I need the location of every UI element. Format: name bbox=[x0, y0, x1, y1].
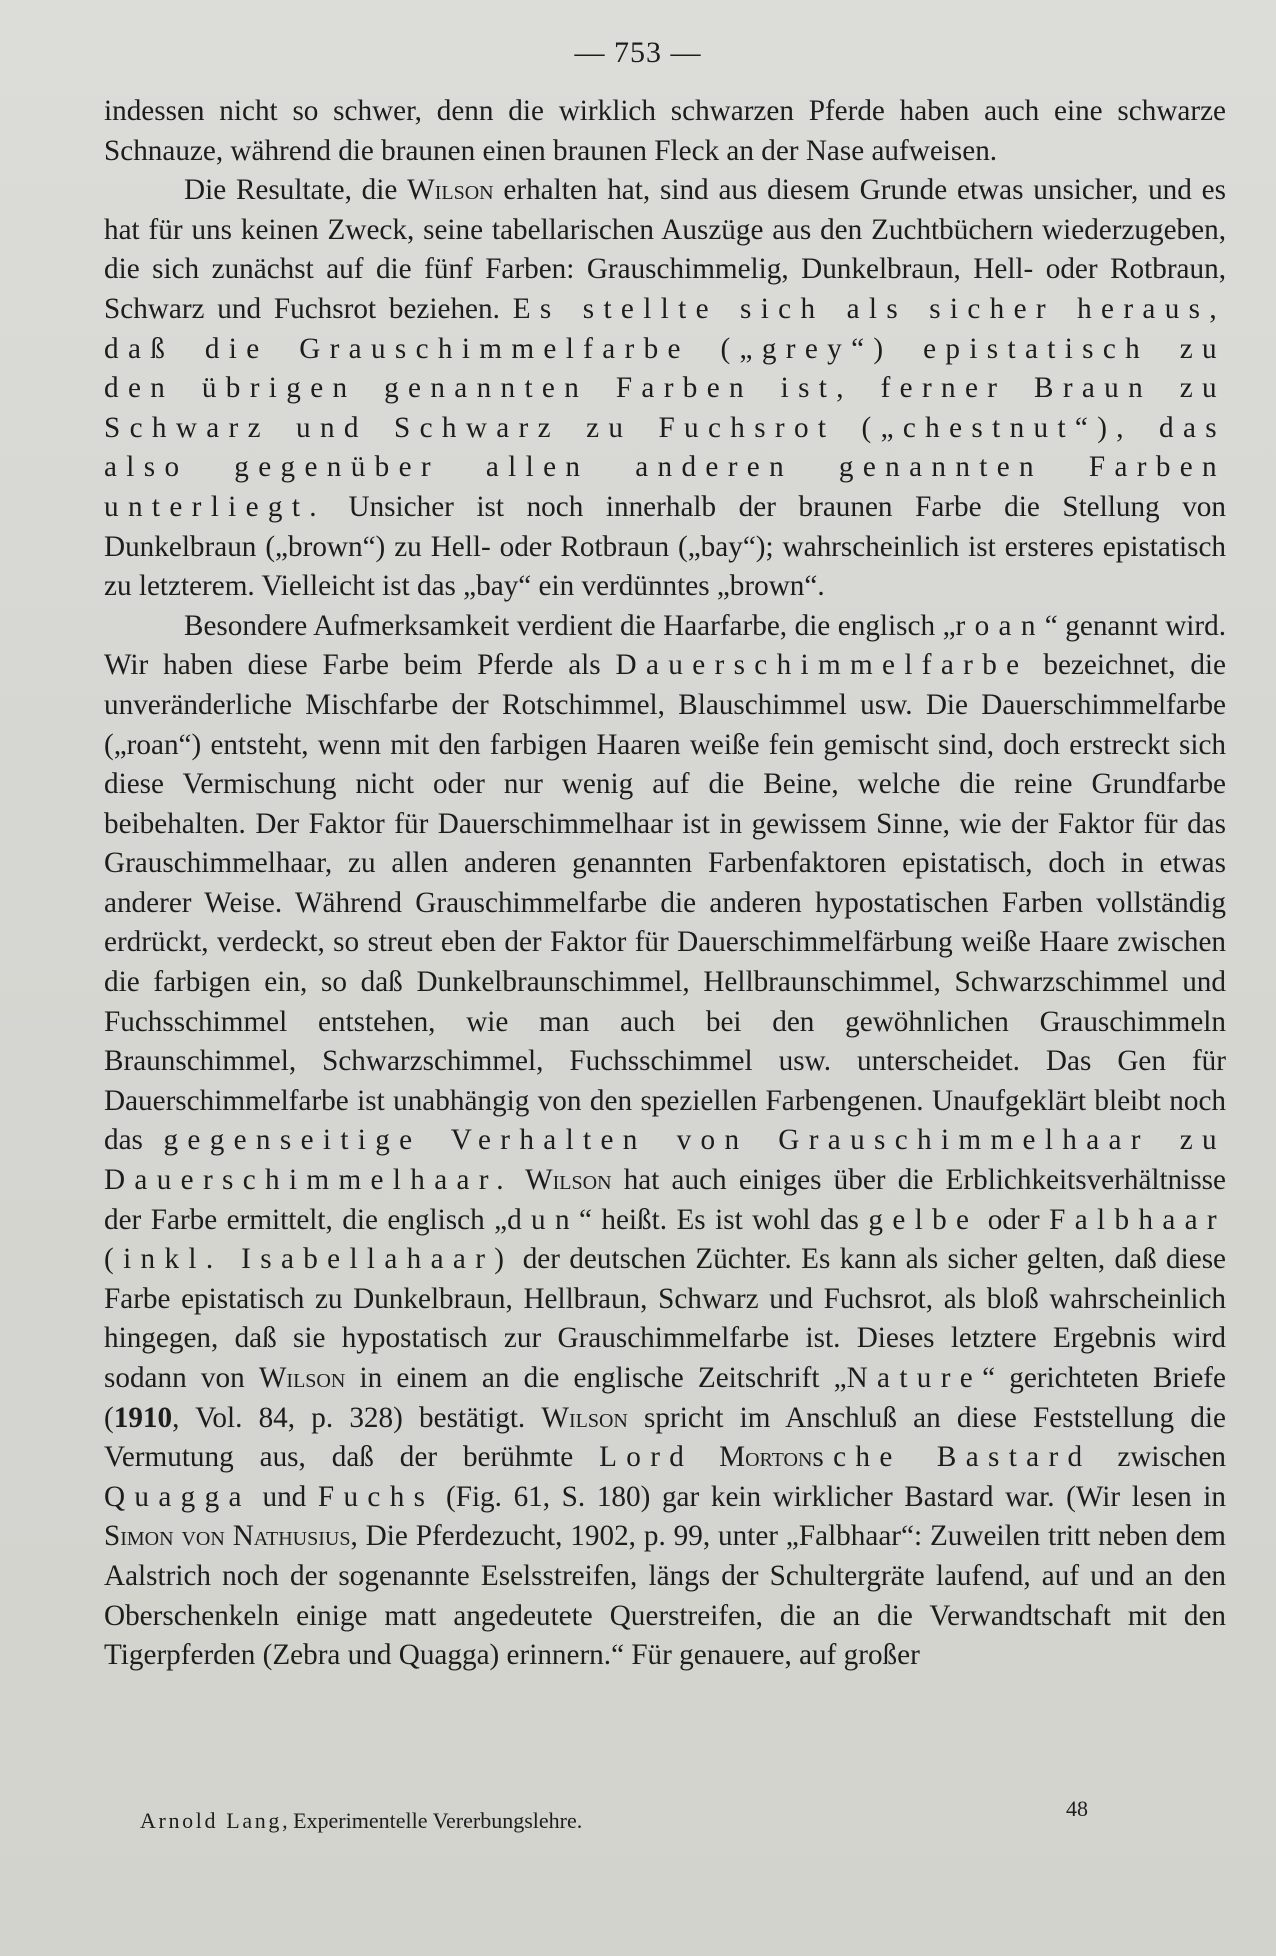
text-segment: “ gerichteten Briefe ( bbox=[104, 1362, 1226, 1434]
footer-title: , Experimentelle Vererbungslehre. bbox=[282, 1808, 583, 1833]
author-name-wilson: Wilson bbox=[525, 1164, 612, 1197]
footer bbox=[140, 1808, 1140, 1834]
text-segment: und bbox=[250, 1480, 318, 1513]
paragraph-2 bbox=[104, 171, 1226, 607]
text-segment: “ heißt. Es ist wohl das bbox=[578, 1203, 869, 1236]
body-text bbox=[104, 92, 1226, 1676]
spaced-emphasis: dun bbox=[507, 1203, 579, 1236]
paragraph-3 bbox=[104, 607, 1226, 1676]
text-segment: “ genannt wird. Wir haben diese Farbe beim Pferde als bbox=[104, 609, 1226, 682]
spaced-emphasis: sche Bastard bbox=[812, 1441, 1092, 1474]
text-segment: Die Resultate, die bbox=[184, 174, 408, 207]
text-segment: zwischen bbox=[1091, 1441, 1226, 1474]
author-name-wilson: Wilson bbox=[541, 1401, 628, 1434]
spaced-emphasis: Quagga bbox=[104, 1480, 251, 1513]
spaced-emphasis: gelbe bbox=[868, 1203, 979, 1236]
page-number: — 753 — bbox=[574, 36, 702, 69]
signature-mark: 48 bbox=[1066, 1796, 1088, 1821]
text-segment: , Die Pferdezucht, 1902, p. 99, unter „Falbhaar“: Zuweilen tritt neben dem Aalstrich noch der sogenannte Eselsstreifen, längs der Schultergräte laufend, auf und an den Oberschenkeln einige matt angedeutete Querstreifen, die an die Verwandtschaft mit den Tigerpferden (Zebra und Quagga) erinnern.“ Für genauere, auf großer bbox=[104, 1520, 1227, 1672]
bold-year: 1910 bbox=[113, 1401, 173, 1434]
author-name-wilson: Wilson bbox=[407, 174, 494, 207]
text-segment bbox=[693, 1441, 719, 1473]
text-segment: oder bbox=[978, 1203, 1050, 1236]
text-segment: , Vol. 84, p. 328) bestätigt. bbox=[172, 1401, 542, 1434]
text-segment: Unsicher ist noch innerhalb der braunen Farbe die Stellung von Dunkelbraun („brown“) zu Hell- oder Rotbraun („bay“); wahrscheinlich ist ersteres epistatisch zu letzterem. Vielleicht ist das „bay“ ein verdünntes „brown“. bbox=[104, 490, 1226, 603]
spaced-emphasis: Dauerschimmelfarbe bbox=[615, 649, 1029, 682]
spaced-emphasis: Falbhaar (inkl. Isabellahaar) bbox=[104, 1203, 1226, 1276]
spaced-emphasis: Lord bbox=[599, 1441, 694, 1474]
text-segment: Besondere Aufmerksamkeit verdient die Haarfarbe, die englisch „ bbox=[184, 609, 956, 642]
text-segment: in einem an die englische Zeitschrift „ bbox=[345, 1362, 847, 1394]
paragraph-1 bbox=[104, 92, 1226, 171]
spaced-emphasis: gegenseitige Verhalten von Grauschimmelhaar zu Dauerschimmelhaar. bbox=[104, 1124, 1226, 1197]
author-name-morton: Morton bbox=[719, 1441, 813, 1474]
text-segment bbox=[513, 1164, 525, 1196]
author-name-wilson: Wilson bbox=[258, 1362, 346, 1394]
spaced-emphasis: Es stellte sich als sicher heraus, daß die Grauschimmelfarbe („grey“) epistatisch zu den übrigen genannten Farben ist, ferner Braun zu Schwarz und Schwarz zu Fuchsrot („chestnut“), das also gegenüber allen anderen genannten Farben unterliegt. bbox=[104, 292, 1226, 523]
text-segment: bezeichnet, die unveränderliche Mischfarbe der Rotschimmel, Blauschimmel usw. Die Dauerschimmelfarbe („roan“) entsteht, wenn mit den farbigen Haaren weiße fein gemischt sind, doch erstreckt sich diese Vermischung nicht oder nur wenig auf die Beine, welche die reine Grundfarbe beibehalten. Der Faktor für Dauerschimmelhaar ist in gewissem Sinne, wie der Faktor für das Grauschimmelhaar, zu allen anderen genannten Farbenfaktoren epistatisch, doch in etwas anderer Weise. Während Grauschimmelfarbe die anderen hypostatischen Farben vollständig erdrückt, verdeckt, so streut eben der Faktor für Dauerschimmelfärbung weiße Haare zwischen die farbigen ein, so daß Dunkelbraunschimmel, Hellbraunschimmel, Schwarzschimmel und Fuchsschimmel entstehen, wie man auch bei den gewöhnlichen Grauschimmeln Braunschimmel, Schwarzschimmel, Fuchsschimmel usw. unterscheidet. Das Gen für Dauerschimmelfarbe ist unabhängig von den speziellen Farbengenen. Unaufgeklärt bleibt noch das bbox=[104, 649, 1226, 1157]
footer-author: Arnold Lang bbox=[140, 1808, 283, 1833]
author-name-nathusius: Simon von Nathusius bbox=[104, 1520, 351, 1553]
text-segment: (Fig. 61, S. 180) gar kein wirklicher Bastard war. (Wir lesen in bbox=[434, 1480, 1227, 1513]
text-segment: indessen nicht so schwer, denn die wirklich schwarzen Pferde haben auch eine schwarze Schnauze, während die braunen einen braunen Fleck an der Nase aufweisen. bbox=[104, 95, 1226, 167]
text-segment: erhalten hat, sind aus diesem Grunde etwas unsicher, und es hat für uns keinen Zweck, seine tabellarischen Auszüge aus den Zuchtbüchern wiederzugeben, die sich zunächst auf die fünf Farben: Grauschimmelig, Dunkelbraun, Hell- oder Rotbraun, Schwarz und Fuchsrot beziehen. bbox=[104, 174, 1226, 325]
text-segment: hat auch einiges über die Erblichkeitsverhältnisse der Farbe ermittelt, die englisch „ bbox=[104, 1164, 1226, 1236]
spaced-emphasis: roan bbox=[955, 609, 1045, 642]
spaced-emphasis: Fuchs bbox=[317, 1480, 435, 1513]
text-segment: spricht im Anschluß an diese Feststellung die Vermutung aus, daß der berühmte bbox=[104, 1401, 1226, 1474]
spaced-emphasis: Nature bbox=[846, 1362, 983, 1394]
text-segment: der deutschen Züchter. Es kann als sicher gelten, daß diese Farbe epistatisch zu Dunkelbraun, Hellbraun, Schwarz und Fuchsrot, als bloß wahrscheinlich hingegen, daß sie hypostatisch zur Grauschimmelfarbe ist. Dieses letztere Ergebnis wird sodann von bbox=[104, 1243, 1227, 1394]
